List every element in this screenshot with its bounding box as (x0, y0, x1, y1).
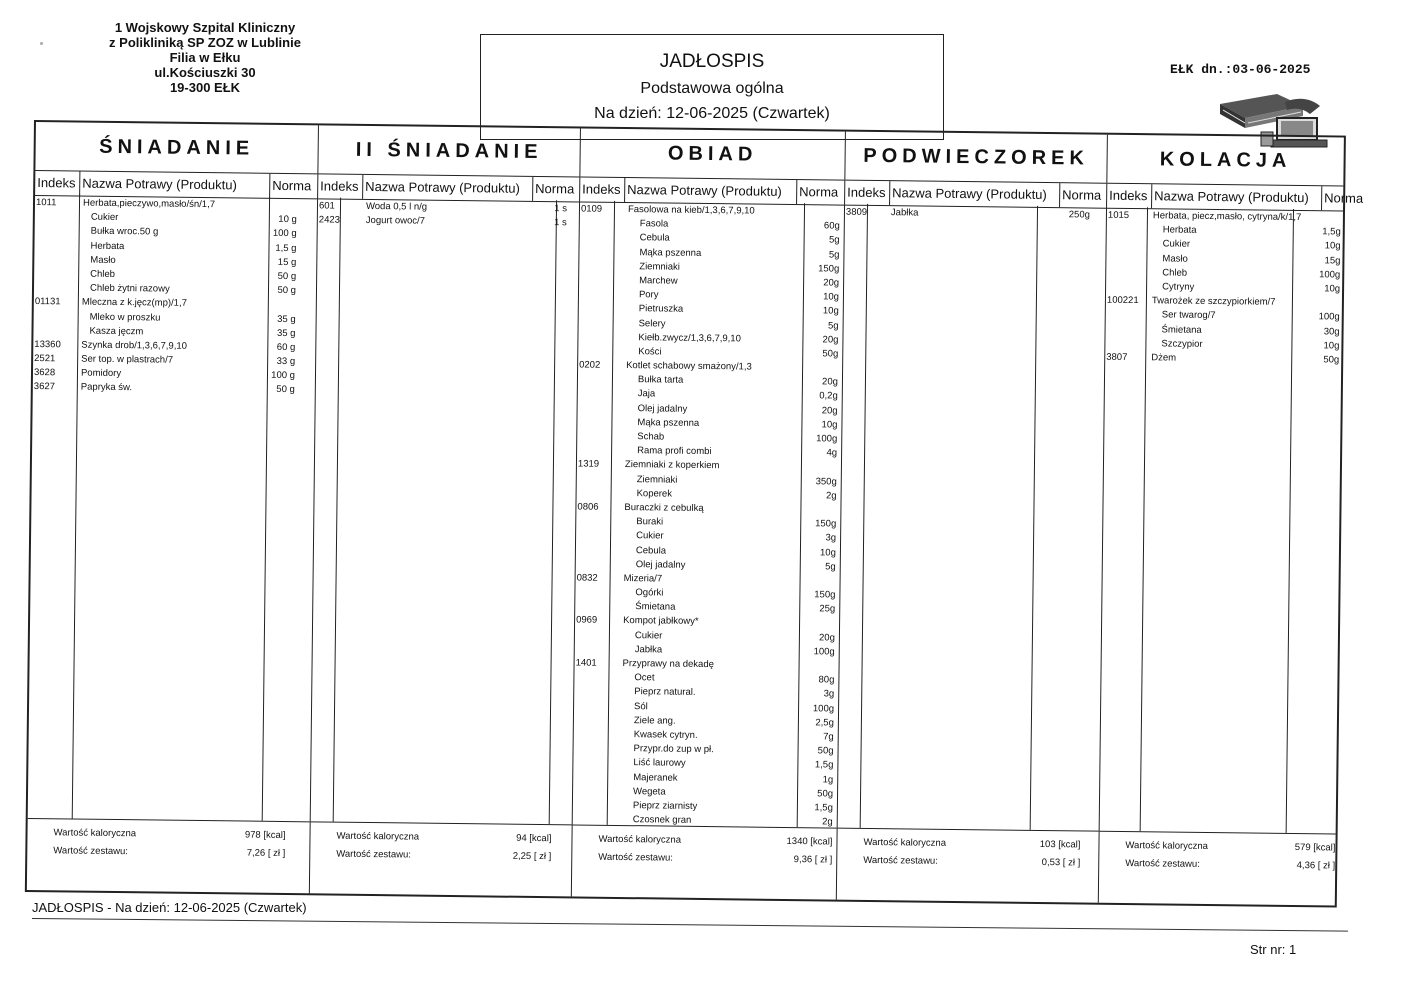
column-divider (1030, 206, 1038, 830)
kcal-value: 94 [kcal] (516, 832, 552, 845)
item-index: 0832 (576, 572, 598, 584)
menu-item-row (33, 380, 315, 398)
ingredient-name: Pieprz ziarnisty (632, 800, 698, 812)
item-norm: 150g (815, 518, 837, 530)
ingredient-name: Kości (638, 346, 662, 358)
ingredient-name: Ser twarog/7 (1161, 309, 1216, 322)
ingredient-name: Sól (634, 700, 648, 712)
summary-divider (838, 828, 1099, 832)
item-norm: 1,5g (814, 802, 833, 814)
item-norm: 10 g (278, 214, 297, 226)
index-header: Indeks (1109, 187, 1148, 204)
ingredient-name: Kiełb.zwycz/1,3,6,7,9,10 (638, 331, 741, 345)
cost-label: Wartość zestawu: (336, 848, 411, 861)
item-index: 3628 (33, 367, 56, 379)
ingredient-name: Wegeta (633, 785, 666, 798)
item-norm: 50g (1323, 354, 1340, 366)
ingredient-name: Czosnek gran (632, 814, 692, 826)
hospital-line: z Polikliniką SP ZOZ w Lublinie (109, 35, 301, 50)
menu-item-row (845, 206, 1106, 223)
item-norm: 350g (815, 475, 837, 488)
ingredient-name: Szczypior (1161, 338, 1203, 350)
item-norm: 10g (819, 546, 836, 559)
item-index: 1015 (1107, 209, 1130, 222)
footer-text: JADŁOSPIS - Na dzień: 12-06-2025 (Czwartek) (32, 900, 307, 915)
cost-label: Wartość zestawu: (53, 845, 129, 858)
menu-item-row (1105, 351, 1341, 368)
item-norm: 100g (813, 646, 835, 658)
dish-name: Przyprawy na dekadę (622, 658, 715, 671)
column-divider (860, 204, 868, 828)
item-norm: 50g (822, 348, 839, 360)
kcal-label: Wartość kaloryczna (863, 836, 947, 849)
item-norm: 50 g (277, 270, 297, 283)
meal-title: ŚNIADANIE (35, 122, 318, 174)
item-index: 0969 (576, 614, 598, 627)
diet-name: Podstawowa ogólna (640, 80, 784, 97)
item-norm: 100 g (272, 228, 297, 240)
column-divider (549, 200, 557, 824)
hospital-address (95, 20, 315, 95)
ingredient-name: Cukier (90, 211, 119, 224)
item-norm: 150g (818, 263, 840, 275)
ingredient-name: Mąka pszenna (639, 246, 702, 259)
item-norm: 150g (814, 589, 836, 601)
ingredient-name: Przypr.do zup w pł. (633, 743, 714, 756)
item-norm: 1 s (554, 217, 567, 229)
ingredient-name: Ziemniaki (639, 260, 681, 273)
scan-speck (40, 42, 43, 45)
cost-value: 9,36 [ zł ] (793, 854, 833, 866)
meal-items (318, 199, 579, 230)
item-norm: 35 g (276, 327, 296, 339)
ingredient-name: Pory (638, 289, 659, 301)
item-norm: 100g (1318, 311, 1340, 323)
meal-title: KOLACJA (1107, 135, 1344, 187)
item-norm: 10g (1324, 283, 1341, 295)
item-index: 0109 (580, 203, 603, 215)
cost-value: 0,53 [ zł ] (1041, 857, 1081, 869)
item-norm: 50 g (277, 285, 297, 297)
cost-label: Wartość zestawu: (863, 854, 938, 867)
menu-date: Na dzień: 12-06-2025 (Czwartek) (594, 105, 830, 122)
name-header: Nazwa Potrawy (Produktu) (889, 181, 1059, 207)
ingredient-name: Koperek (636, 487, 673, 500)
item-norm: 15 g (277, 256, 297, 268)
meal-title: PODWIECZOREK (845, 132, 1107, 184)
meal-items (573, 202, 844, 829)
item-norm: 1,5 g (275, 242, 297, 254)
hospital-line: Filia w Ełku (169, 50, 241, 65)
meal-summary (572, 830, 836, 869)
ingredient-name: Olej jadalny (637, 402, 688, 415)
item-index: 1319 (577, 458, 600, 471)
ingredient-name: Schab (637, 431, 665, 443)
hospital-line: ul.Kościuszki 30 (154, 65, 256, 80)
cost-value: 4,36 [ zł ] (1296, 860, 1336, 872)
item-index: 3627 (33, 381, 56, 393)
ingredient-name: Kwasek cytryn. (633, 729, 698, 741)
item-norm: 20g (821, 404, 838, 417)
norm-header: Norma (1059, 183, 1107, 208)
kcal-label: Wartość kaloryczna (1125, 840, 1209, 852)
ingredient-name: Ogórki (635, 587, 664, 599)
item-index: 0806 (577, 501, 599, 513)
item-norm: 80g (818, 674, 835, 686)
meal-title: II ŚNIADANIE (318, 125, 580, 177)
dish-name: Mleczna z k.jęcz(mp)/1,7 (81, 296, 187, 310)
ingredient-name: Majeranek (633, 771, 678, 784)
item-index: 3807 (1106, 351, 1128, 363)
ingredient-name: Cukier (634, 629, 663, 642)
ingredient-name: Śmietana (1161, 323, 1202, 336)
meal-items (845, 206, 1106, 223)
ingredient-name: Masło (90, 254, 116, 266)
item-norm: 20g (822, 334, 839, 346)
dish-name: Dżem (1151, 352, 1177, 364)
kcal-label: Wartość kaloryczna (53, 827, 137, 840)
item-norm: 10g (1324, 240, 1341, 252)
item-norm: 5g (827, 319, 839, 332)
item-norm: 5g (828, 249, 840, 261)
dish-name: Herbata,pieczywo,masło/śn/1,7 (82, 197, 216, 211)
item-norm: 1,5g (1322, 226, 1341, 238)
dish-name: Fasolowa na kieb/1,3,6,7,9,10 (627, 204, 755, 217)
item-norm: 60g (823, 220, 840, 232)
index-header: Indeks (582, 181, 621, 197)
summary-divider (311, 821, 572, 825)
meal-title: OBIAD (580, 128, 845, 180)
menu-table (25, 120, 1364, 908)
dish-name: Ser top. w plastrach/7 (81, 353, 174, 366)
ingredient-name: Jabłka (634, 643, 663, 656)
kcal-value: 103 [kcal] (1039, 838, 1081, 851)
hospital-line: 1 Wojskowy Szpital Kliniczny (114, 20, 296, 35)
meal-summary (837, 834, 1098, 873)
ingredient-name: Ziele ang. (633, 714, 676, 727)
dish-name: Kotlet schabowy smażony/1,3 (626, 360, 752, 373)
ingredient-name: Cukier (1162, 238, 1191, 251)
dish-name: Ziemniaki z koperkiem (624, 459, 720, 472)
ingredient-name: Cytryny (1162, 281, 1195, 293)
column-header (35, 171, 317, 199)
item-norm: 10g (822, 305, 839, 317)
cost-label: Wartość zestawu: (1125, 858, 1200, 870)
ingredient-name: Mąka pszenna (637, 416, 700, 429)
column-header (580, 177, 844, 205)
ingredient-name: Pieprz natural. (634, 686, 696, 699)
ingredient-name: Chleb żytni razowy (89, 282, 170, 295)
index-header: Indeks (320, 178, 359, 194)
meal-items (33, 196, 317, 398)
column-header (318, 174, 579, 202)
item-norm: 100g (1319, 269, 1341, 281)
norm-header: Norma (1321, 186, 1343, 210)
ingredient-name: Bułka tarta (637, 374, 684, 386)
ingredient-name: Chleb (1162, 267, 1188, 279)
ingredient-name: Herbata (1162, 224, 1197, 236)
item-norm: 50g (817, 788, 834, 800)
ingredient-name: Mleko w proszku (89, 311, 161, 324)
kcal-label: Wartość kaloryczna (336, 830, 420, 843)
print-date: EŁK dn.:03-06-2025 (1170, 62, 1311, 77)
item-index: 100221 (1106, 294, 1139, 307)
page-number: Str nr: 1 (1250, 942, 1297, 957)
column-header (1107, 184, 1364, 212)
ingredient-name: Jaja (637, 388, 656, 400)
ingredient-name: Buraki (636, 516, 664, 528)
dish-name: Kompot jabłkowy* (623, 615, 699, 628)
item-norm: 3g (823, 688, 835, 700)
summary-divider (1100, 831, 1336, 835)
item-norm: 60 g (276, 341, 296, 353)
item-norm: 1g (822, 773, 834, 786)
index-header: Indeks (847, 184, 886, 201)
meal-column-lunch (572, 128, 846, 899)
item-norm: 50 g (276, 384, 295, 396)
meal-column-afternoon-snack (837, 132, 1108, 903)
norm-header: Norma (796, 180, 845, 205)
item-norm: 2g (825, 490, 837, 502)
title-box (480, 34, 944, 140)
item-norm: 50g (817, 745, 834, 757)
item-norm: 3g (825, 532, 837, 544)
item-norm: 30g (1323, 325, 1340, 338)
menu-item-row (318, 214, 579, 231)
ingredient-name: Cebula (635, 544, 667, 557)
kcal-value: 1340 [kcal] (786, 835, 833, 848)
item-index: 13360 (34, 338, 61, 351)
item-norm: 1 s (554, 203, 568, 215)
name-header: Nazwa Potrawy (Produktu) (624, 178, 796, 204)
item-index: 2521 (34, 353, 56, 365)
item-norm: 1,5g (814, 759, 834, 771)
footer-divider (32, 918, 1348, 932)
ingredient-name: Herbata (90, 240, 125, 252)
norm-header: Norma (532, 177, 580, 202)
summary-divider (28, 818, 310, 822)
item-norm: 100g (812, 702, 835, 715)
dish-name: Jabłka (890, 207, 919, 219)
item-norm: 7g (823, 731, 834, 743)
item-index: 3809 (845, 206, 868, 218)
cost-value: 2,25 [ zł ] (512, 850, 552, 863)
item-index: 01131 (34, 296, 61, 308)
item-norm: 100 g (271, 370, 296, 382)
ingredient-name: Fasola (639, 218, 669, 230)
ingredient-name: Chleb (90, 268, 116, 280)
item-index: 1401 (575, 657, 597, 669)
meal-column-second-breakfast (310, 125, 581, 896)
dish-name: Woda 0,5 l n/g (365, 200, 428, 213)
item-norm: 4g (826, 447, 838, 459)
dish-name: Herbata, piecz,masło, cytryna/k/1,7 (1152, 210, 1302, 224)
ingredient-name: Masło (1162, 252, 1188, 265)
item-norm: 250g (1068, 209, 1091, 221)
item-norm: 10g (823, 291, 840, 303)
item-norm: 25g (819, 603, 836, 615)
index-header: Indeks (37, 175, 76, 191)
ingredient-name: Kasza jęczm (89, 325, 144, 337)
ingredient-name: Selery (638, 317, 666, 330)
dish-name: Twarożek ze szczypiorkiem/7 (1151, 295, 1276, 308)
hospital-line: 19-300 EŁK (169, 80, 241, 95)
column-divider (333, 198, 341, 822)
item-norm: 20g (818, 631, 835, 644)
ingredient-name: Liść laurowy (633, 757, 686, 770)
ingredient-name: Ocet (634, 672, 655, 684)
name-header: Nazwa Potrawy (Produktu) (1151, 184, 1321, 210)
meal-column-breakfast (27, 122, 319, 893)
cost-label: Wartość zestawu: (598, 851, 673, 864)
item-norm: 10g (821, 419, 838, 431)
item-norm: 20g (823, 277, 840, 289)
norm-header: Norma (269, 174, 318, 199)
name-header: Nazwa Potrawy (Produktu) (362, 175, 532, 201)
dish-name: Pomidory (80, 367, 122, 380)
kcal-label: Wartość kaloryczna (598, 833, 682, 846)
ingredient-name: Cebula (639, 232, 670, 244)
item-norm: 10g (1323, 340, 1340, 352)
item-norm: 20g (822, 376, 839, 388)
ingredient-name: Cukier (636, 530, 664, 542)
item-norm: 2,5g (815, 717, 834, 729)
item-index: 1011 (35, 197, 57, 209)
item-norm: 0,2g (819, 390, 838, 402)
meal-items (1105, 209, 1343, 368)
ingredient-name: Pietruszka (638, 303, 684, 316)
meal-summary (27, 824, 309, 863)
item-index: 0202 (579, 359, 601, 371)
dish-name: Jogurt owoc/7 (365, 215, 426, 227)
kcal-value: 978 [kcal] (244, 829, 286, 842)
meal-summary (310, 827, 571, 866)
meal-column-supper (1099, 135, 1364, 906)
ingredient-name: Ziemniaki (636, 473, 678, 486)
ingredient-name: Bułka wroc.50 g (90, 226, 159, 238)
item-norm: 5g (825, 561, 836, 573)
kcal-value: 579 [kcal] (1294, 842, 1336, 854)
meal-summary (1099, 837, 1335, 876)
item-norm: 33 g (276, 355, 296, 368)
dish-name: Mizeria/7 (623, 572, 663, 585)
item-index: 2423 (318, 214, 341, 226)
ingredient-name: Marchew (639, 275, 678, 287)
dish-name: Buraczki z cebulką (624, 501, 704, 514)
item-norm: 5g (828, 234, 840, 246)
item-norm: 100g (816, 433, 838, 445)
dish-name: Papryka św. (80, 382, 133, 394)
column-header (845, 181, 1106, 209)
ingredient-name: Rama profi combi (637, 445, 712, 458)
cost-value: 7,26 [ zł ] (246, 847, 286, 860)
item-norm: 2g (822, 816, 833, 828)
ingredient-name: Śmietana (635, 601, 676, 613)
name-header: Nazwa Potrawy (Produktu) (79, 172, 269, 198)
item-norm: 35 g (277, 313, 296, 325)
item-norm: 15g (1324, 254, 1341, 267)
item-index: 601 (318, 200, 335, 212)
document-title: JADŁOSPIS (659, 51, 765, 72)
ingredient-name: Olej jadalny (635, 558, 686, 571)
dish-name: Szynka drob/1,3,6,7,9,10 (81, 339, 188, 352)
